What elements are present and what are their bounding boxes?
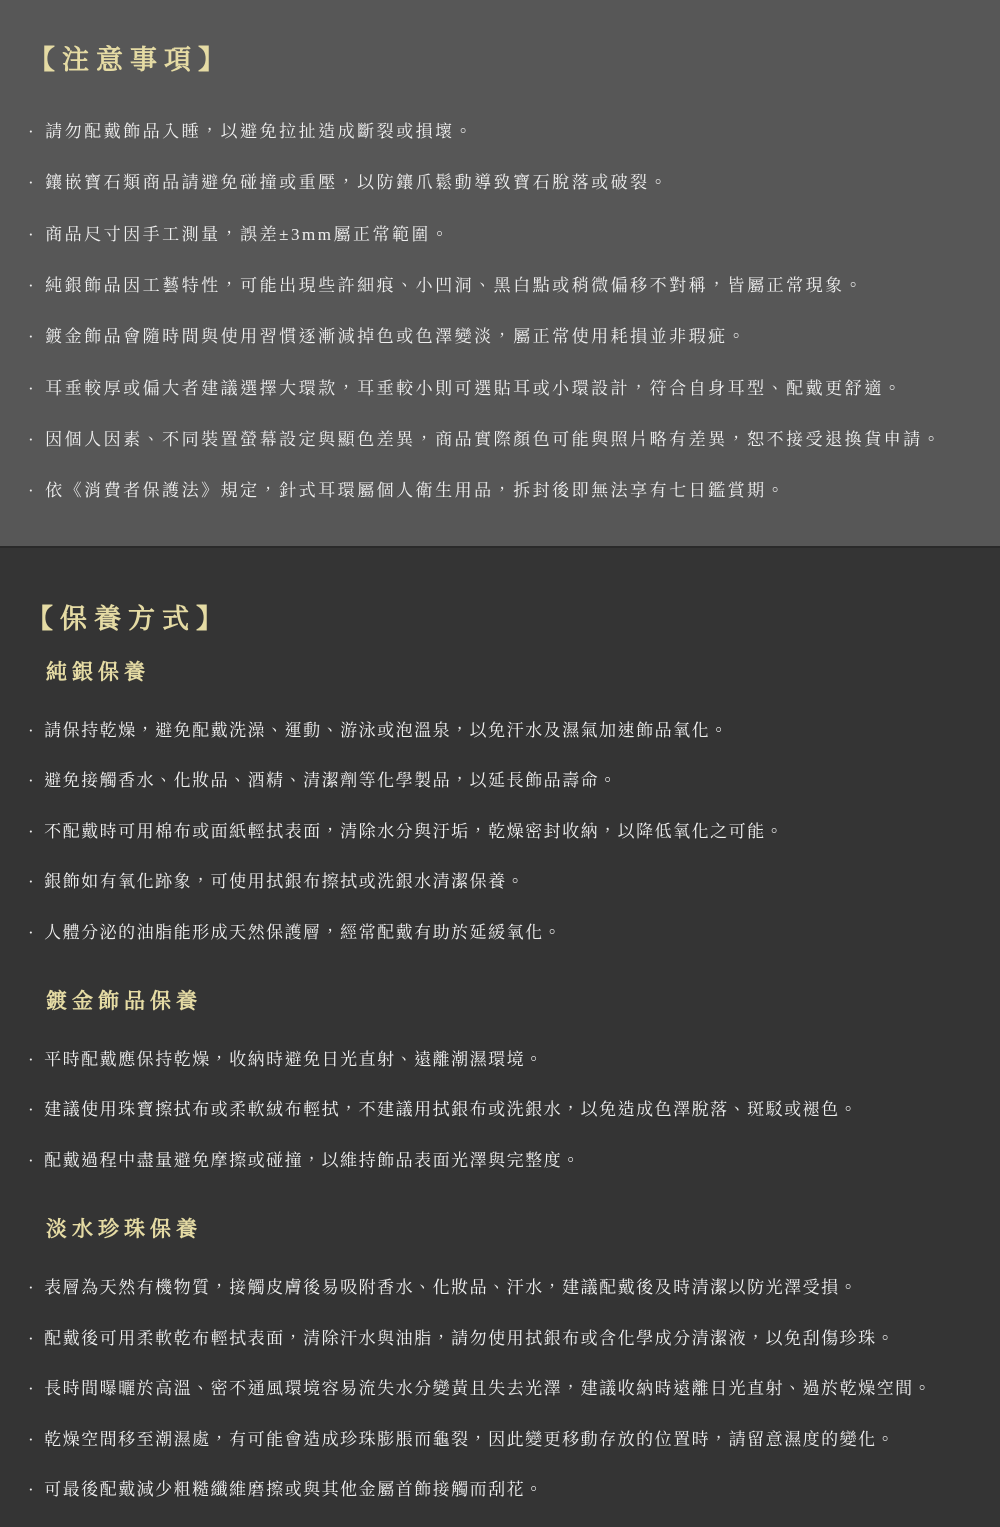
care-subsection-title-pearl: 淡水珍珠保養 bbox=[46, 1217, 202, 1242]
care-subsection-title-silver: 純銀保養 bbox=[46, 659, 150, 684]
bullet-marker: · bbox=[28, 481, 37, 501]
notice-item-text: 請勿配戴飾品入睡，以避免拉扯造成斷裂或損壞。 bbox=[45, 121, 475, 141]
bullet-marker: · bbox=[28, 327, 37, 347]
bullet-marker: · bbox=[28, 224, 37, 244]
notice-item-text: 耳垂較厚或偏大者建議選擇大環款，耳垂較小則可選貼耳或小環設計，符合自身耳型、配戴更舒適。 bbox=[45, 378, 904, 398]
bullet-marker: · bbox=[28, 821, 36, 841]
notice-item bbox=[28, 173, 972, 193]
care-item-text: 平時配戴應保持乾燥，收納時避免日光直射、遠離潮濕環境。 bbox=[44, 1050, 544, 1070]
care-section-title: 【保養方式】 bbox=[26, 604, 230, 634]
care-item bbox=[28, 1278, 976, 1298]
notice-item bbox=[28, 225, 972, 245]
care-item bbox=[28, 1100, 976, 1120]
bullet-marker: · bbox=[28, 121, 37, 141]
bullet-marker: · bbox=[28, 378, 37, 398]
care-item-text: 乾燥空間移至潮濕處，有可能會造成珍珠膨脹而龜裂，因此變更移動存放的位置時，請留意濕度的變化。 bbox=[44, 1429, 896, 1449]
care-item-text: 可最後配戴減少粗糙纖維磨擦或與其他金屬首飾接觸而刮花。 bbox=[44, 1480, 544, 1499]
notice-item-text: 純銀飾品因工藝特性，可能出現些許細痕、小凹洞、黑白點或稍微偏移不對稱，皆屬正常現象。 bbox=[45, 275, 865, 295]
notice-item-text: 鑲嵌寶石類商品請避免碰撞或重壓，以防鑲爪鬆動導致寶石脫落或破裂。 bbox=[45, 173, 670, 193]
care-item bbox=[28, 771, 976, 791]
bullet-marker: · bbox=[28, 1480, 36, 1499]
notice-item-text: 因個人因素、不同裝置螢幕設定與顯色差異，商品實際顏色可能與照片略有差異，恕不接受退換貨申請。 bbox=[45, 430, 943, 450]
care-item bbox=[28, 822, 976, 842]
care-item-text: 避免接觸香水、化妝品、酒精、清潔劑等化學製品，以延長飾品壽命。 bbox=[44, 771, 618, 791]
care-item-text: 表層為天然有機物質，接觸皮膚後易吸附香水、化妝品、汗水，建議配戴後及時清潔以防光澤受損。 bbox=[44, 1278, 859, 1298]
care-item-text: 人體分泌的油脂能形成天然保護層，經常配戴有助於延緩氧化。 bbox=[44, 922, 563, 942]
care-subsection-title-gold-plated: 鍍金飾品保養 bbox=[46, 988, 202, 1013]
notice-item bbox=[28, 327, 972, 347]
bullet-marker: · bbox=[28, 275, 37, 295]
care-item bbox=[28, 872, 976, 892]
bullet-marker: · bbox=[28, 1100, 36, 1120]
care-item bbox=[28, 721, 976, 741]
notice-item bbox=[28, 481, 972, 501]
care-item bbox=[28, 1480, 976, 1500]
care-item bbox=[28, 1329, 976, 1349]
notice-item-text: 商品尺寸因手工測量，誤差±3mm屬正常範圍。 bbox=[45, 224, 451, 244]
care-item bbox=[28, 1430, 976, 1450]
bullet-marker: · bbox=[28, 771, 36, 791]
bullet-marker: · bbox=[28, 173, 37, 193]
care-item bbox=[28, 1151, 976, 1171]
care-item bbox=[28, 923, 976, 943]
bullet-marker: · bbox=[28, 1278, 36, 1298]
care-item-text: 配戴後可用柔軟乾布輕拭表面，清除汗水與油脂，請勿使用拭銀布或含化學成分清潔液，以免刮傷珍珠。 bbox=[44, 1328, 896, 1348]
notice-item bbox=[28, 122, 972, 142]
care-item-text: 請保持乾燥，避免配戴洗澡、運動、游泳或泡溫泉，以免汗水及濕氣加速飾品氧化。 bbox=[44, 720, 729, 740]
bullet-marker: · bbox=[28, 430, 37, 450]
care-item bbox=[28, 1050, 976, 1070]
bullet-marker: · bbox=[28, 922, 36, 942]
notice-item-text: 鍍金飾品會隨時間與使用習慣逐漸減掉色或色澤變淡，屬正常使用耗損並非瑕疵。 bbox=[45, 327, 748, 347]
bullet-marker: · bbox=[28, 1328, 36, 1348]
care-item bbox=[28, 1379, 976, 1399]
care-item-text: 配戴過程中盡量避免摩擦或碰撞，以維持飾品表面光澤與完整度。 bbox=[44, 1150, 581, 1170]
care-item-text: 銀飾如有氧化跡象，可使用拭銀布擦拭或洗銀水清潔保養。 bbox=[44, 872, 526, 892]
notice-section bbox=[0, 0, 1000, 546]
care-section bbox=[0, 546, 1000, 1527]
notice-item-text: 依《消費者保護法》規定，針式耳環屬個人衛生用品，拆封後即無法享有七日鑑賞期。 bbox=[45, 481, 787, 501]
notice-item bbox=[28, 430, 972, 450]
bullet-marker: · bbox=[28, 1379, 36, 1399]
notice-section-title: 【注意事項】 bbox=[28, 45, 232, 75]
bullet-marker: · bbox=[28, 1429, 36, 1449]
care-item-text: 建議使用珠寶擦拭布或柔軟絨布輕拭，不建議用拭銀布或洗銀水，以免造成色澤脫落、斑駁或褪色。 bbox=[44, 1100, 859, 1120]
bullet-marker: · bbox=[28, 1050, 36, 1070]
bullet-marker: · bbox=[28, 1150, 36, 1170]
care-item-text: 不配戴時可用棉布或面紙輕拭表面，清除水分與汙垢，乾燥密封收納，以降低氧化之可能。 bbox=[44, 821, 785, 841]
notice-item bbox=[28, 379, 972, 399]
care-item-text: 長時間曝曬於高溫、密不通風環境容易流失水分變黃且失去光澤，建議收納時遠離日光直射、過於乾燥空間。 bbox=[44, 1379, 933, 1399]
bullet-marker: · bbox=[28, 720, 36, 740]
notice-item bbox=[28, 276, 972, 296]
bullet-marker: · bbox=[28, 872, 36, 892]
